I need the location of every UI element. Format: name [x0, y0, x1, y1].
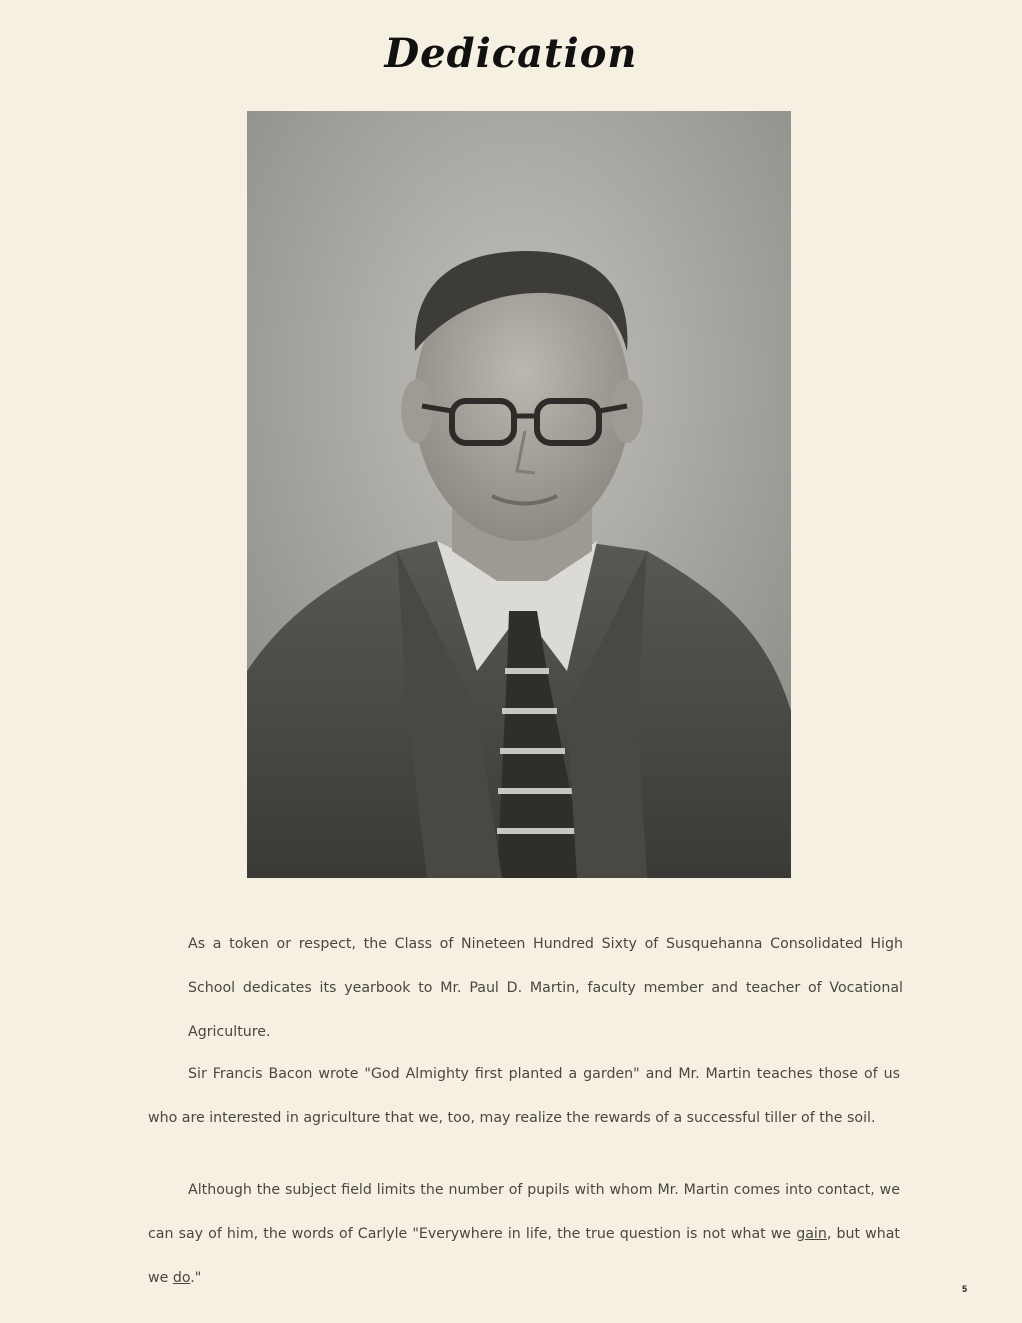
paragraph-2: [148, 1052, 900, 1140]
page-title: Dedication: [384, 30, 638, 77]
paragraph-3: [148, 1168, 900, 1300]
paragraph-2-text: [148, 1052, 900, 1140]
page-number: 5: [961, 1284, 967, 1294]
word-gain: gain: [796, 1226, 827, 1242]
paragraph-3-start: Although the subject field limits the number of pupils with whom Mr. Martin comes into contact, we can say of him, the words of Carlyle "Everywhere in life, the true question is not what we: [148, 1182, 900, 1242]
paragraph-3-mid: , but what we: [148, 1226, 900, 1286]
word-do: do: [172, 1270, 191, 1286]
paragraph-1-text: As a token or respect, the Class of Nineteen Hundred Sixty of Susquehanna Consolidated High School dedicates its yearbook to Mr. Paul D. Martin, faculty member and teacher of Vocational Agriculture.: [188, 936, 903, 1040]
paragraph-2-body: Sir Francis Bacon wrote "God Almighty first planted a garden" and Mr. Martin teaches those of us who are interested in agriculture that we, too, may realize the rewards of a successful tiller of the soil.: [148, 1066, 900, 1126]
paragraph-3-end: .": [190, 1270, 202, 1286]
paragraph-3-text: [148, 1168, 900, 1300]
portrait-photo: [247, 111, 791, 878]
paragraph-1: [188, 922, 903, 1054]
